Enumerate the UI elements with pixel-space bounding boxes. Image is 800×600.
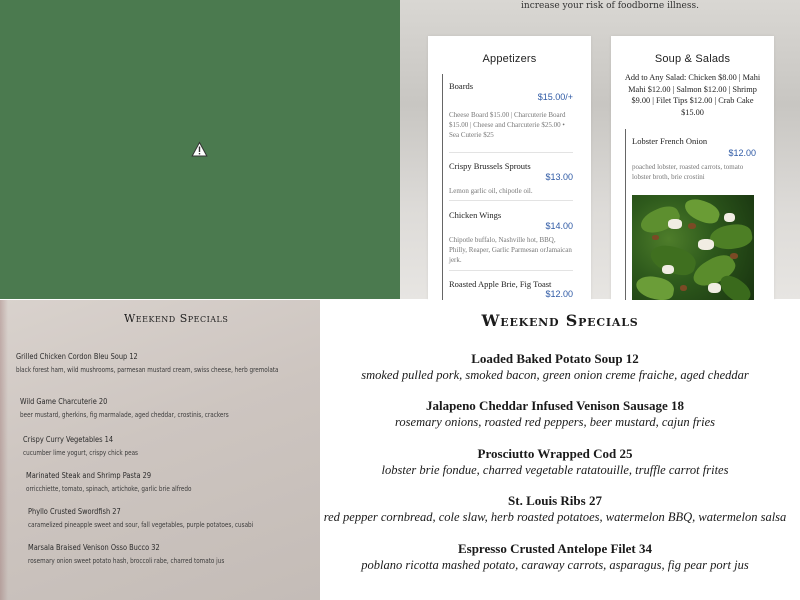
item-name: Espresso Crusted Antelope Filet 34 — [457, 540, 653, 556]
specials-title: Weekend Specials — [481, 311, 639, 330]
item-description: beer mustard, gherkins, fig marmalade, aged cheddar, crostinis, crackers — [20, 411, 229, 419]
item-name: Boards — [449, 81, 474, 91]
item-name: Chicken Wings — [449, 210, 502, 220]
foodborne-warning: increase your risk of foodborne illness. — [521, 1, 699, 11]
special-item — [20, 397, 252, 419]
item-name: Marinated Steak and Shrimp Pasta 29 — [26, 471, 152, 480]
special-item — [320, 446, 790, 493]
item-name: Jalapeno Cheddar Infused Venison Sausage 18 — [425, 398, 685, 414]
item-name: Marsala Braised Venison Osso Bucco 32 — [28, 543, 160, 552]
item-price: $14.00 — [545, 221, 573, 231]
special-item — [16, 352, 308, 374]
special-item — [320, 493, 790, 540]
item-name: Grilled Chicken Cordon Bleu Soup 12 — [16, 352, 138, 361]
menu-item[interactable] — [449, 201, 573, 271]
item-description: cucumber lime yogurt, crispy chick peas — [23, 449, 139, 457]
special-item — [28, 507, 278, 529]
item-name: St. Louis Ribs 27 — [508, 493, 602, 509]
item-price: $15.00/+ — [537, 92, 573, 102]
salad-photo — [632, 195, 754, 305]
menu-item[interactable] — [632, 129, 756, 187]
item-name: Wild Game Charcuterie 20 — [20, 397, 108, 406]
item-name: Phyllo Crusted Swordfish 27 — [28, 507, 121, 516]
item-price: $13.00 — [545, 172, 573, 182]
item-description: red pepper cornbread, cole slaw, herb roasted potatoes, watermelon BBQ, watermelon salsa — [323, 510, 787, 525]
item-name: Crispy Curry Vegetables 14 — [23, 435, 114, 444]
broken-image-icon — [191, 141, 208, 158]
special-item — [28, 543, 246, 565]
specials-list — [320, 351, 790, 588]
item-name: Prosciutto Wrapped Cod 25 — [477, 445, 633, 461]
item-description: rosemary onion sweet potato hash, broccoli rabe, charred tomato jus — [28, 557, 225, 565]
item-description: smoked pulled pork, smoked bacon, green onion creme fraiche, aged cheddar — [361, 368, 749, 382]
special-item — [320, 398, 790, 445]
appetizers-card — [428, 36, 591, 300]
item-description: black forest ham, wild mushrooms, parmesan mustard cream, swiss cheese, herb gremolata — [16, 366, 279, 374]
item-name: Loaded Baked Potato Soup 12 — [471, 351, 639, 366]
item-description: poached lobster, roasted carrots, tomato lobster broth, brie crostini — [632, 163, 744, 181]
menu-intro-text — [500, 0, 720, 12]
item-name: Crispy Brussels Sprouts — [449, 161, 531, 171]
soups-list — [625, 129, 756, 304]
salad-addon-text: Add to Any Salad: Chicken $8.00 | Mahi Mahi $12.00 | Salmon $12.00 | Shrimp $9.00 | Filet Tips $12.00 | Crab Cake $15.00 — [624, 73, 761, 117]
soups-salads-title: Soup & Salads — [654, 53, 731, 65]
menu-item[interactable] — [449, 153, 573, 201]
appetizers-title: Appetizers — [482, 53, 537, 65]
special-item — [320, 541, 790, 588]
broken-image-panel — [0, 0, 400, 299]
item-description: lobster brie fondue, charred vegetable ratatouille, truffle carrot frites — [381, 462, 729, 477]
special-item — [26, 471, 210, 493]
item-name: Roasted Apple Brie, Fig Toast — [449, 279, 552, 289]
item-description: poblano ricotta mashed potato, caraway carrots, asparagus, fig pear port jus — [361, 557, 749, 572]
item-description: rosemary onions, roasted red peppers, beer mustard, cajun fries — [395, 415, 715, 430]
item-description: orricchiette, tomato, spinach, artichoke, garlic brie alfredo — [26, 485, 192, 493]
soups-salads-card — [611, 36, 774, 300]
item-description: caramelized pineapple sweet and sour, fall vegetables, purple potatoes, cusabi — [28, 521, 254, 529]
typeset-specials-menu — [320, 300, 800, 600]
special-item — [320, 351, 790, 398]
item-name: Lobster French Onion — [632, 136, 708, 146]
menu-item[interactable] — [449, 74, 573, 153]
item-description: Cheese Board $15.00 | Charcuterie Board $15.00 | Cheese and Charcuterie $25.00 • Sea Cuterie $25 — [449, 111, 566, 139]
item-price: $12.00 — [545, 289, 573, 299]
item-description: Chipotle buffalo, Nashville hot, BBQ, Philly, Reaper, Garlic Parmesan orJamaican jerk. — [449, 236, 572, 264]
special-item — [23, 435, 151, 457]
photographed-specials-menu — [0, 300, 320, 600]
specials-title: Weekend Specials — [124, 312, 229, 325]
item-description: Lemon garlic oil, chipotle oil. — [449, 187, 533, 195]
item-price: $12.00 — [728, 148, 756, 158]
appetizers-list — [442, 74, 573, 311]
